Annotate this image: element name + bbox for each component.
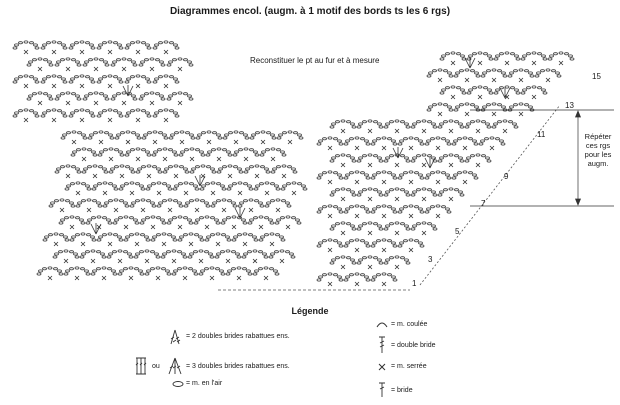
row-number: 7 [481,199,486,208]
row-number: 11 [537,130,546,139]
legend-chain-label: = m. en l'air [186,380,223,387]
triple-cluster-alt-icon [134,356,148,376]
row-number: 13 [565,101,574,110]
legend-treble-label: = bride [391,387,413,394]
legend-triple-decrease-label: = 3 doubles brides rabattues ens. [186,363,290,370]
left-neckline-chart [13,41,410,290]
right-neckline-chart [317,52,574,286]
row-number: 5 [455,227,460,236]
row-number: 3 [428,255,433,264]
row-number: 1 [412,279,417,288]
row-number: 15 [592,72,601,81]
single-crochet-icon [377,362,387,372]
instruction-note: Reconstituer le pt au fur et à mesure [250,56,380,65]
chain-stitch-icon [171,380,185,388]
triple-treble-decrease-icon [167,356,183,376]
legend-slip-label: = m. coulée [391,321,428,328]
legend-title: Légende [291,306,329,316]
legend-or-label: ou [152,363,160,370]
double-treble-icon [378,336,386,354]
row-number: 9 [504,172,509,181]
legend-double-decrease-label: = 2 doubles brides rabattues ens. [186,333,290,340]
treble-icon [378,382,386,398]
diagram-title: Diagrammes encol. (augm. à 1 motif des bords ts les 6 rgs) [169,6,451,17]
legend-single-label: = m. serrée [391,363,427,370]
repeat-rows-label: Répéter ces rgs pour les augm. [584,132,612,168]
slip-stitch-icon [376,320,388,328]
double-treble-decrease-icon [168,328,182,346]
legend-double-treble-label: = double bride [391,342,436,349]
